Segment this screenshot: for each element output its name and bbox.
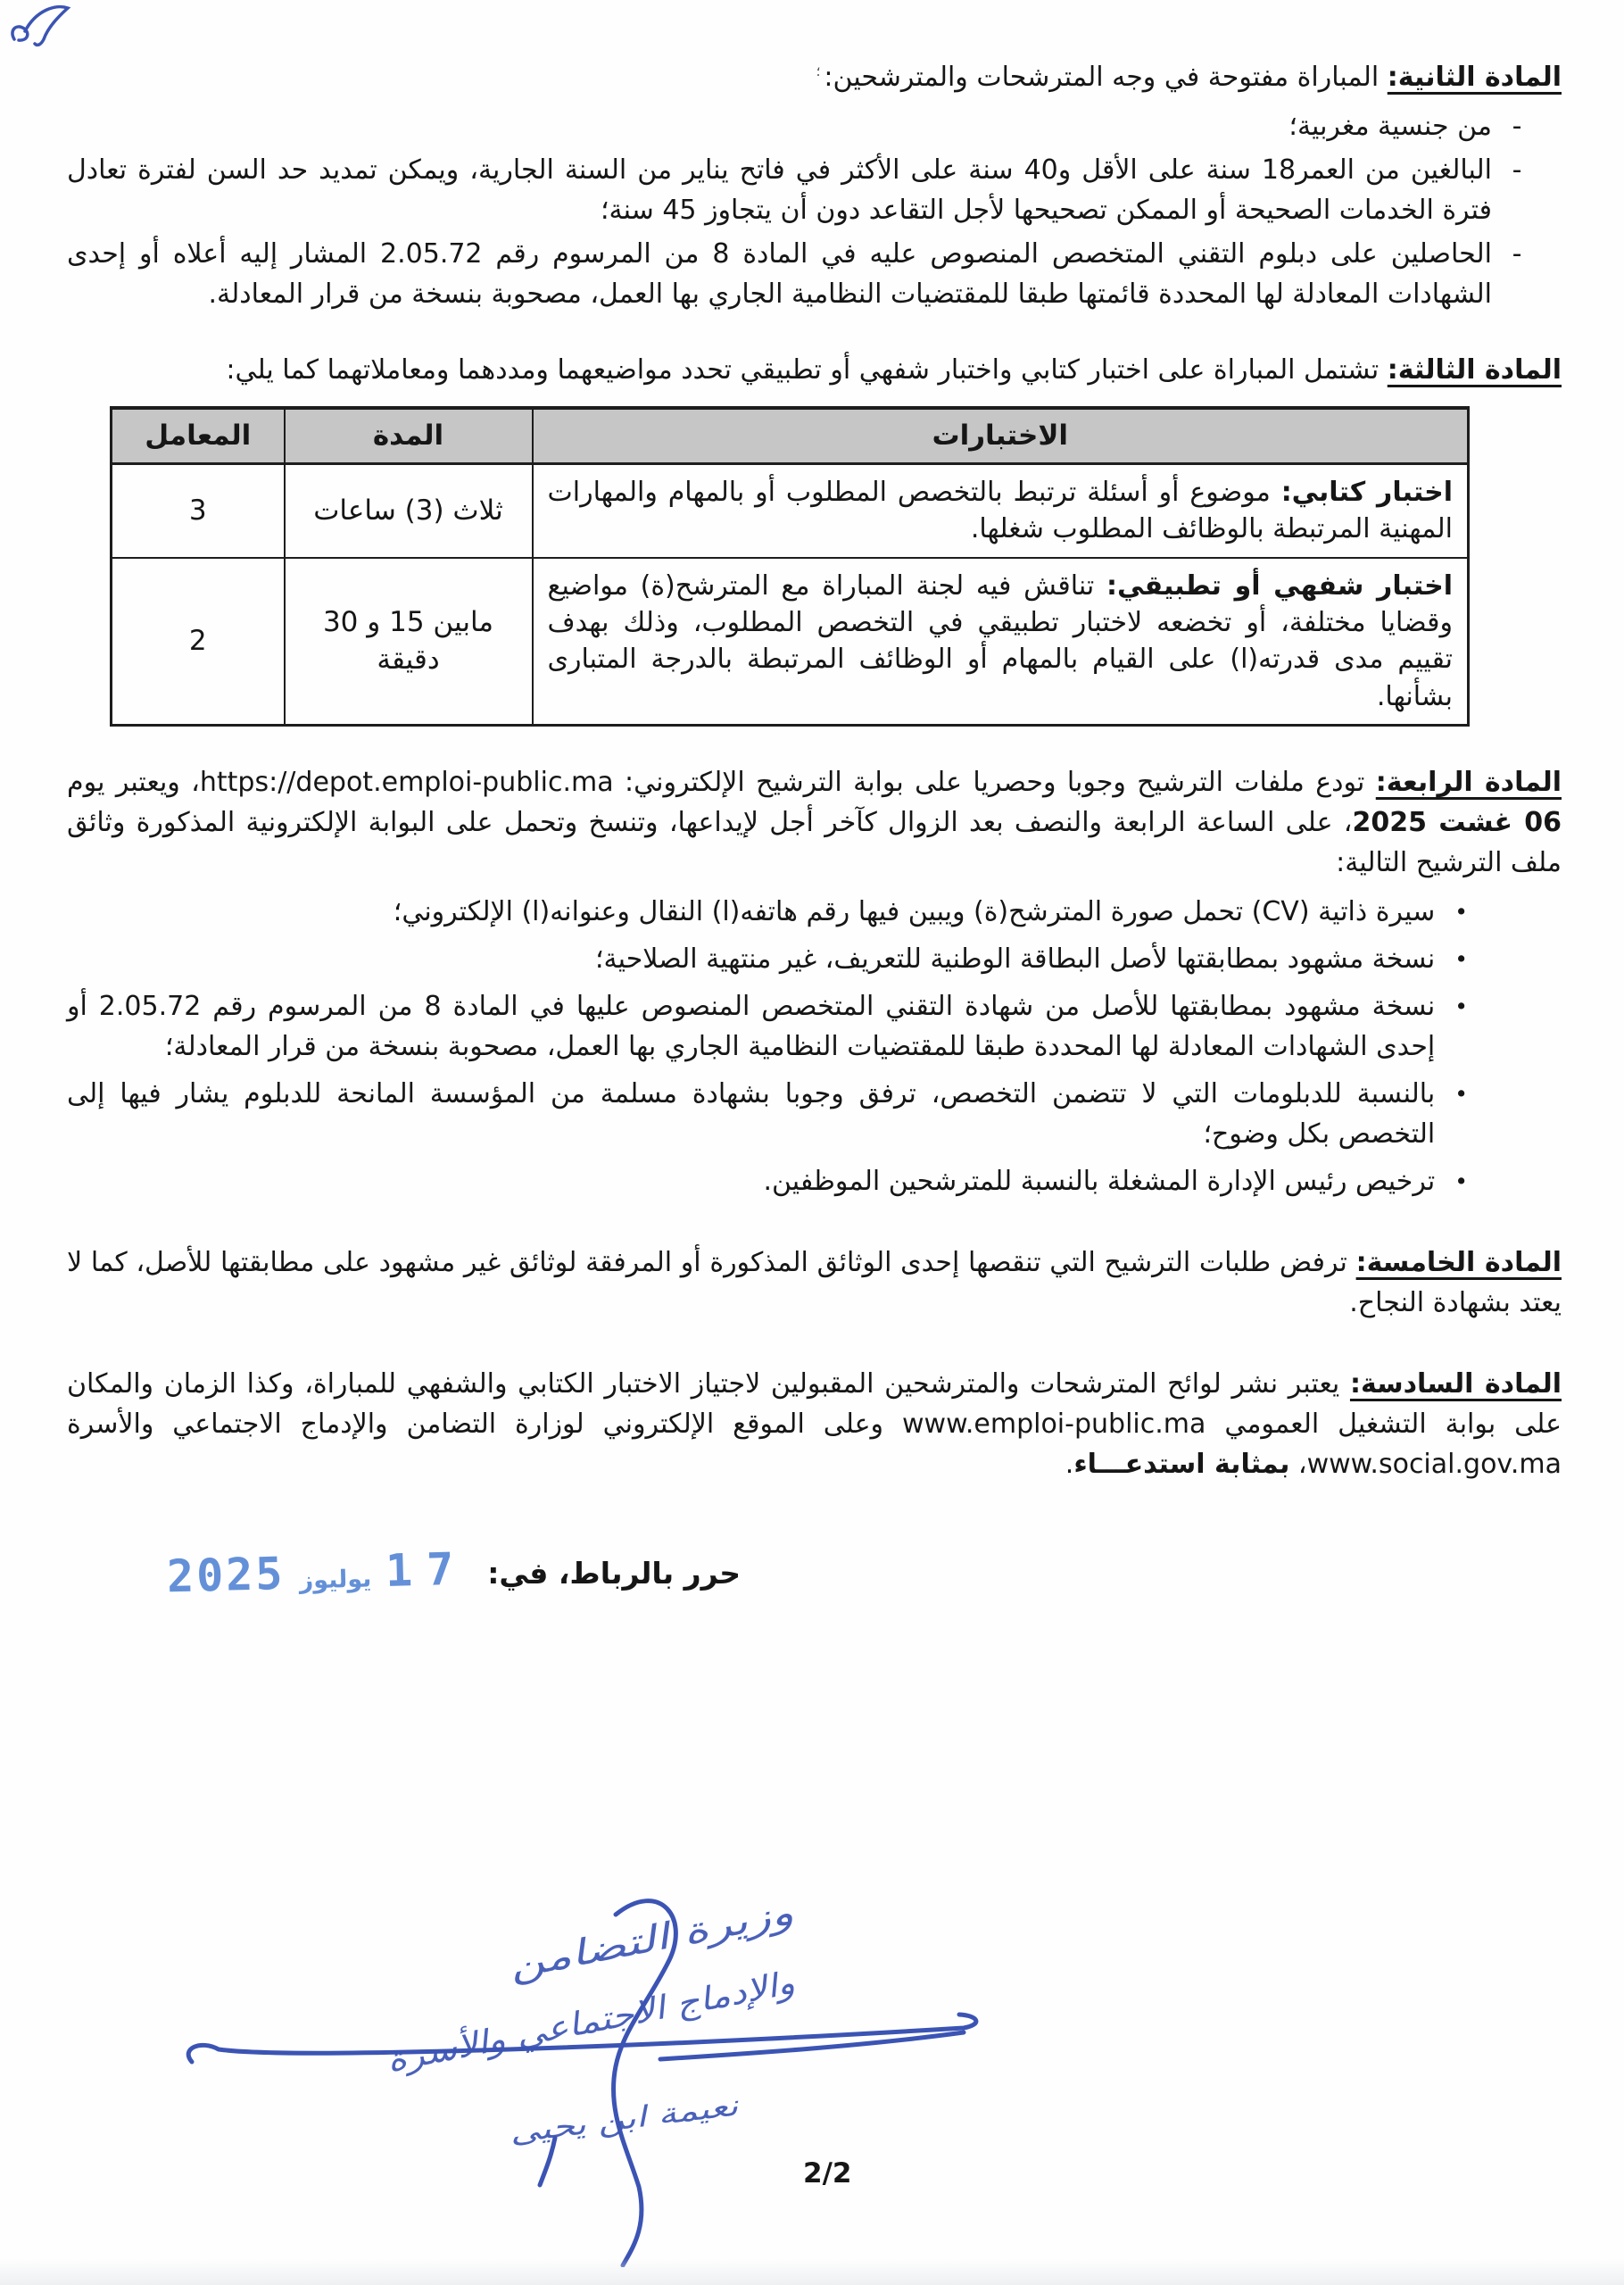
article-5-text: ترفض طلبات الترشيح التي تنقصها إحدى الوثائق المذكورة أو المرفقة لوثائق غير مشهود على مطابقتها للأصل، كما لا يعتد بشهادة النجاح. xyxy=(67,1247,1562,1319)
oral-exam-description-cell xyxy=(533,558,1469,726)
written-exam-duration-cell: ثلاث (3) ساعات xyxy=(285,463,533,557)
article-3-paragraph xyxy=(67,350,1562,390)
stamp-day: 17 xyxy=(385,1542,468,1598)
date-stamp xyxy=(166,1536,468,1611)
dash-marker: - xyxy=(1512,154,1522,186)
table-row-oral-exam xyxy=(112,558,1469,726)
required-document-cv xyxy=(67,892,1468,932)
ministry-website-url: www.social.gov.ma xyxy=(1306,1449,1562,1481)
required-document-employer-authorization xyxy=(67,1161,1468,1201)
eligibility-item-diploma xyxy=(67,234,1528,314)
table-row-written-exam xyxy=(112,463,1469,557)
coefficient-column-header: المعامل xyxy=(112,408,285,463)
article-4-paragraph xyxy=(67,762,1562,883)
exams-table-header-row xyxy=(112,408,1469,463)
eligibility-item-text: البالغين من العمر18 سنة على الأقل و40 سنة على الأكثر في فاتح يناير من السنة الجارية، ويمكن تمديد حد السن لفترة تعادل فترة الخدمات الصحيحة أو الممكن تصحيحها لأجل التقاعد دون أن يتجاوز 45 سنة؛ xyxy=(67,154,1493,226)
article-3-heading: المادة الثالثة: xyxy=(1387,354,1562,386)
oral-exam-title: اختبار شفهي أو تطبيقي: xyxy=(1106,569,1453,602)
eligibility-item-nationality xyxy=(67,106,1528,146)
bullet-marker: • xyxy=(1454,899,1468,926)
article-6-text: . xyxy=(1065,1449,1074,1481)
oral-exam-description: تناقش فيه لجنة المباراة مع المترشح(ة) مواضيع وقضايا مختلفة، أو تخضعه لاختبار تطبيقي في التخصص المطلوب، وذلك بهدف تقييم مدى قدرته(ا) على القيام بالمهام أو الوظائف المرتبطة بالدرجة المتبارى بشأنها. xyxy=(547,569,1453,712)
dateline-label: حرر بالرباط، في: xyxy=(487,1555,741,1591)
oral-exam-duration-cell: مابين 15 و 30 دقيقة xyxy=(285,558,533,726)
article-6-heading: المادة السادسة: xyxy=(1349,1368,1562,1400)
dash-marker: - xyxy=(1512,238,1522,270)
article-6-text: يعتبر نشر لوائح المترشحات والمترشحين المقبولين لاجتياز الاختبار الكتابي والشفهي للمباراة، وكذا الزمان والمكان على بوابة التشغيل العمومي xyxy=(67,1368,1562,1441)
article-4-text: تودع ملفات الترشيح وجوبا وحصريا على بوابة الترشيح الإلكتروني: xyxy=(613,767,1376,799)
signature-title-line2: والإدماج الاجتماعي والأسرة xyxy=(384,1965,799,2080)
signature-name: نعيمة ابن يحيى xyxy=(507,2088,741,2150)
article-6-text: ، xyxy=(1289,1449,1307,1481)
article-2-paragraph xyxy=(67,57,1562,97)
written-exam-title: اختبار كتابي: xyxy=(1280,476,1453,508)
dateline xyxy=(167,1540,741,1607)
deadline-date: 06 غشت 2025 xyxy=(1352,807,1562,839)
required-document-text: ترخيص رئيس الإدارة المشغلة بالنسبة للمترشحين الموظفين. xyxy=(763,1166,1436,1198)
stamp-year: 2025 xyxy=(166,1548,286,1603)
required-document-id-card xyxy=(67,939,1468,979)
article-2-intro: المباراة مفتوحة في وجه المترشحات والمترشحين: xyxy=(824,62,1388,93)
application-portal-url: https://depot.emploi-public.ma xyxy=(199,767,614,799)
article-6-text: وعلى الموقع الإلكتروني لوزارة التضامن والإدماج الاجتماعي والأسرة xyxy=(67,1408,902,1441)
bullet-marker: • xyxy=(1454,1168,1468,1195)
bullet-marker: • xyxy=(1454,946,1468,973)
article-5-heading: المادة الخامسة: xyxy=(1355,1247,1562,1279)
article-4-text: ، على الساعة الرابعة والنصف بعد الزوال كآخر أجل لإيداعها، وتنسخ وتحمل على البوابة الإلكترونية المذكورة وثائق ملف الترشيح التالية: xyxy=(67,807,1562,879)
article-2-heading: المادة الثانية: xyxy=(1387,62,1562,93)
required-document-text: بالنسبة للدبلومات التي لا تتضمن التخصص، ترفق وجوبا بشهادة مسلمة من المؤسسة المانحة للدبلوم يشار فيها إلى التخصص بكل وضوح؛ xyxy=(67,1078,1436,1151)
required-document-text: نسخة مشهود بمطابقتها للأصل من شهادة التقني المتخصص المنصوص عليها في المادة 8 من المرسوم رقم 2.05.72 أو إحدى الشهادات المعادلة لها المحددة طبقا للمقتضيات النظامية الجاري بها العمل، مصحوبة بنسخة من قرار المعادلة؛ xyxy=(67,991,1436,1063)
stamp-month: يوليوز xyxy=(299,1565,372,1595)
scan-footnote-mark: ؛ xyxy=(816,63,821,79)
eligibility-item-text: الحاصلين على دبلوم التقني المتخصص المنصوص عليه في المادة 8 من المرسوم رقم 2.05.72 المشار إليه أعلاه أو إحدى الشهادات المعادلة لها المحددة قائمتها طبقا للمقتضيات النظامية الجاري بها العمل، مصحوبة بنسخة من قرار المعادلة. xyxy=(67,238,1492,310)
employment-portal-url: www.emploi-public.ma xyxy=(902,1408,1206,1441)
required-document-text: نسخة مشهود بمطابقتها لأصل البطاقة الوطنية للتعريف، غير منتهية الصلاحية؛ xyxy=(595,943,1436,976)
article-6-paragraph xyxy=(67,1364,1562,1484)
signature-title-line1: وزيرة التضامن xyxy=(505,1891,797,1988)
bullet-marker: • xyxy=(1454,993,1468,1020)
article-4-text: ، ويعتبر يوم xyxy=(67,767,200,799)
article-5-paragraph xyxy=(67,1242,1562,1323)
required-document-diploma-copy xyxy=(67,986,1468,1067)
summons-emphasis-text: بمثابة استدعـــاء xyxy=(1073,1449,1290,1481)
written-exam-description-cell xyxy=(533,463,1469,557)
exams-column-header: الاختبارات xyxy=(533,408,1469,463)
exams-table xyxy=(110,406,1470,727)
required-document-text: سيرة ذاتية (CV) تحمل صورة المترشح(ة) ويبين فيها رقم هاتفه(ا) النقال وعنوانه(ا) الإلكتروني؛ xyxy=(393,896,1436,928)
article-3-text: تشتمل المباراة على اختبار كتابي واختبار شفهي أو تطبيقي تحدد مواضيعهما ومددهما ومعاملاتهما كما يلي: xyxy=(226,354,1388,386)
required-document-specialty-certificate xyxy=(67,1074,1468,1154)
bullet-marker: • xyxy=(1454,1081,1468,1108)
eligibility-item-text: من جنسية مغربية؛ xyxy=(1288,111,1492,142)
duration-column-header: المدة xyxy=(285,408,533,463)
written-exam-description: موضوع أو أسئلة ترتبط بالتخصص المطلوب أو بالمهام والمهارات المهنية المرتبطة بالوظائف المطلوب شغلها. xyxy=(547,476,1453,545)
eligibility-item-age xyxy=(67,150,1528,230)
written-exam-coefficient-cell: 3 xyxy=(112,463,285,557)
page-number: 2/2 xyxy=(803,2157,852,2189)
dash-marker: - xyxy=(1512,111,1522,142)
article-4-heading: المادة الرابعة: xyxy=(1375,767,1562,799)
oral-exam-coefficient-cell: 2 xyxy=(112,558,285,726)
